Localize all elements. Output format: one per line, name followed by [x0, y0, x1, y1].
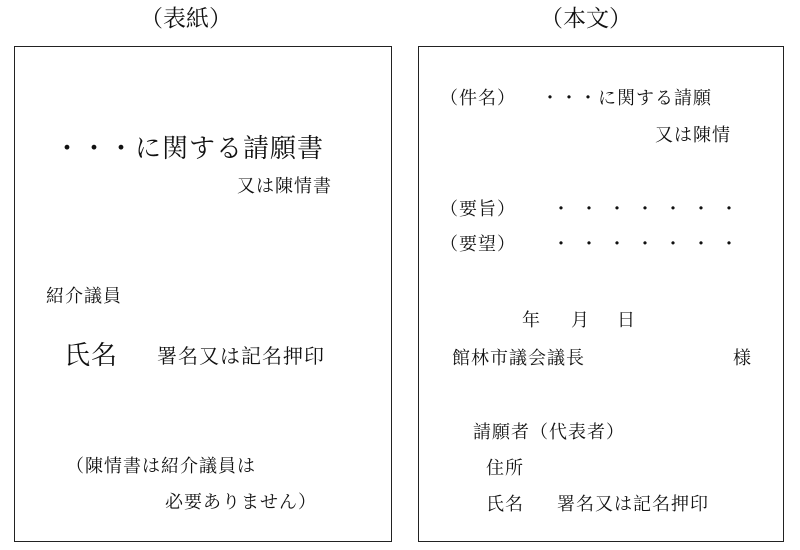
body-panel — [418, 46, 784, 542]
petitioner-name-label: 氏名 — [486, 494, 524, 515]
cover-name-label: 氏名 — [64, 341, 119, 371]
request-dots: ・・・・・・・ — [552, 234, 748, 255]
petitioner-label: 請願者（代表者） — [473, 422, 625, 443]
cover-note-line1: （陳情書は紹介議員は — [66, 456, 256, 477]
summary-label: （要旨） — [440, 199, 516, 220]
cover-signature: 署名又は記名押印 — [157, 344, 325, 368]
date-day: 日 — [617, 310, 636, 331]
petitioner-signature: 署名又は記名押印 — [557, 494, 709, 515]
date-year: 年 — [522, 310, 541, 331]
cover-note-line2: 必要ありません） — [165, 492, 317, 513]
subject-label: （件名） — [440, 88, 516, 109]
cover-introducer-label: 紹介議員 — [46, 286, 122, 307]
request-label: （要望） — [440, 234, 516, 255]
address-label: 住所 — [486, 458, 524, 479]
date-month: 月 — [571, 310, 590, 331]
honorific: 様 — [733, 348, 752, 369]
body-heading: （本文） — [540, 6, 632, 32]
cover-title: ・・・に関する請願書 — [54, 134, 325, 164]
subject-text-alt: 又は陳情 — [655, 125, 731, 146]
cover-title-alt: 又は陳情書 — [237, 176, 332, 197]
summary-dots: ・・・・・・・ — [552, 199, 748, 220]
addressee: 館林市議会議長 — [452, 348, 585, 369]
cover-heading: （表紙） — [140, 6, 232, 32]
subject-text: ・・・に関する請願 — [541, 88, 712, 109]
